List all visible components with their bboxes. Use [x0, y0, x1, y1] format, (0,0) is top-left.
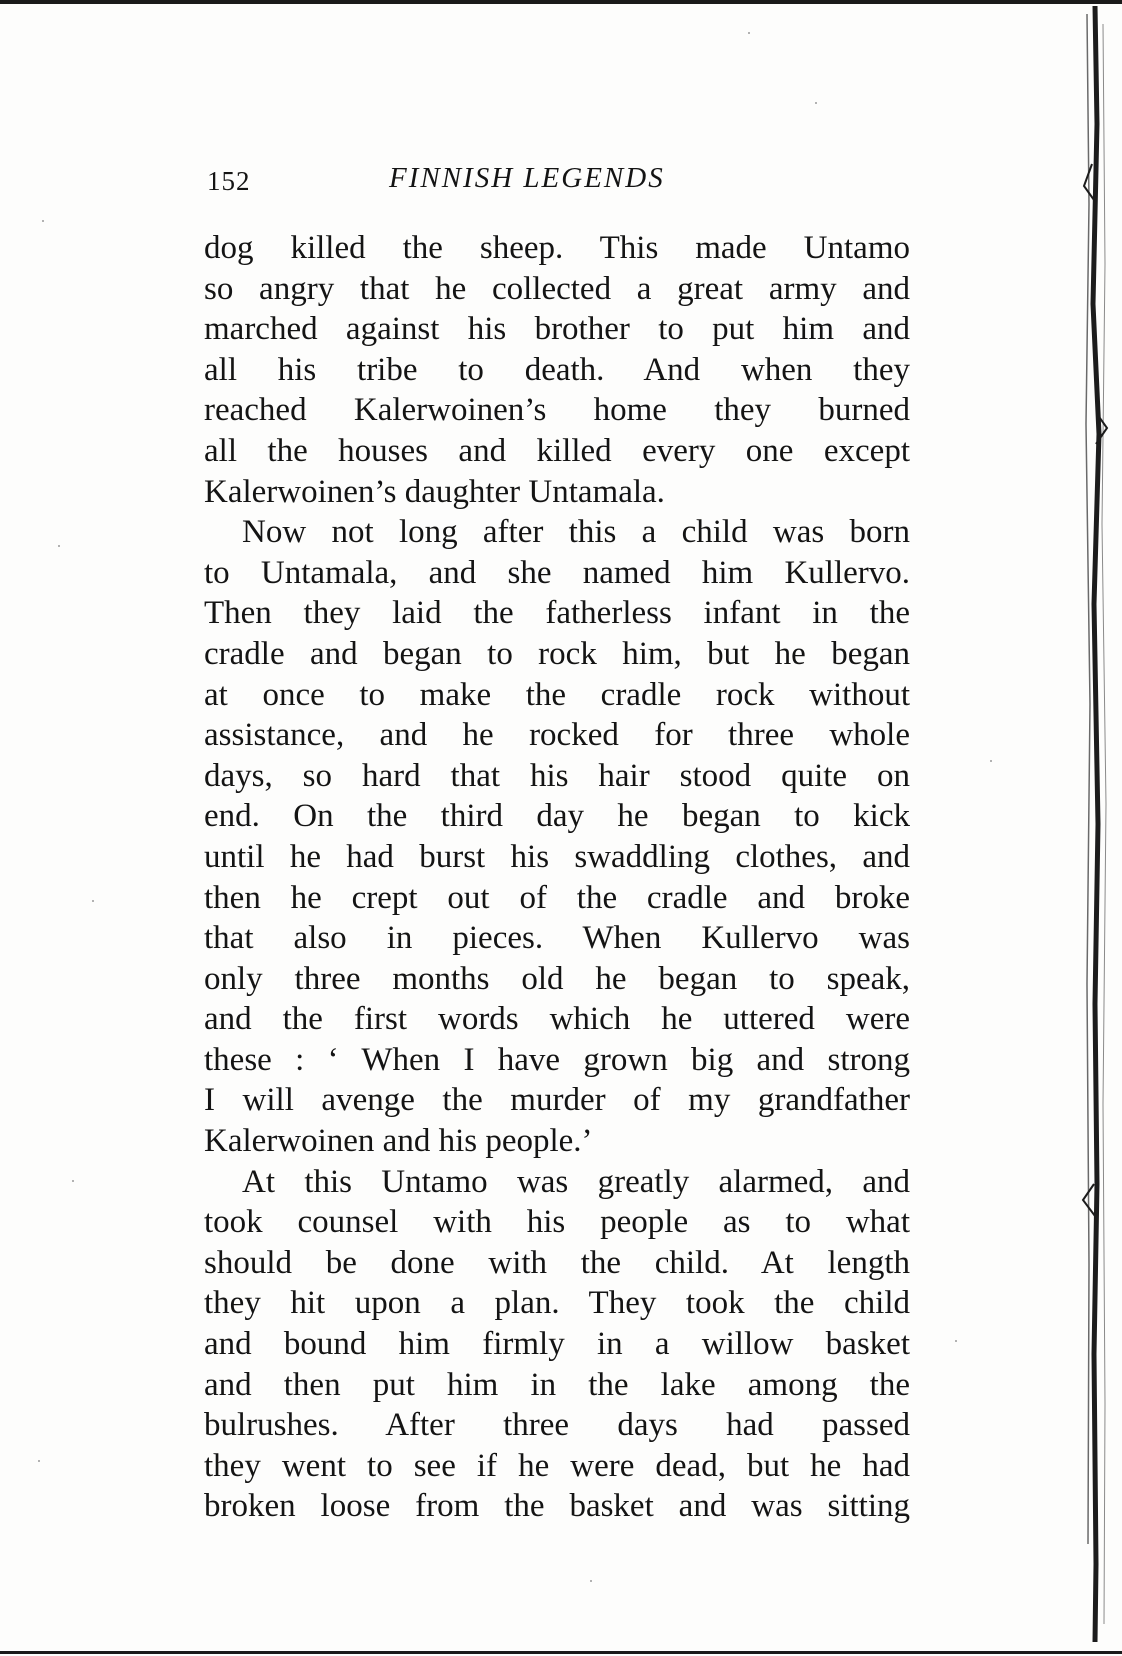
text-line: dog killed the sheep. This made Untamo [204, 230, 910, 266]
text-line: and bound him firmly in a willow basket [204, 1326, 910, 1363]
text-line: only three months old he began to speak, [204, 960, 910, 997]
text-line: they hit upon a plan. They took the child [204, 1285, 910, 1322]
paper-speck [955, 1340, 957, 1342]
text-line: I will avenge the murder of my grandfather [204, 1082, 910, 1119]
paper-speck [72, 1180, 74, 1182]
text-line: Kalerwoinen and his people.’ [204, 1123, 593, 1160]
paper-speck [990, 760, 992, 762]
paper-speck [42, 220, 44, 222]
text-line: marched against his brother to put him and [204, 311, 910, 348]
text-line: days, so hard that his hair stood quite on [204, 757, 910, 794]
text-line: reached Kalerwoinen’s home they burned [204, 392, 910, 429]
text-line: bulrushes. After three days had passed [204, 1407, 910, 1444]
text-line: these : ‘ When I have grown big and strong [204, 1041, 910, 1078]
text-line: they went to see if he were dead, but he had [204, 1447, 910, 1484]
paper-speck [92, 900, 94, 902]
text-line: that also in pieces. When Kullervo was [204, 920, 910, 957]
text-line: end. On the third day he began to kick [204, 798, 910, 835]
bottom-edge-rule [0, 1651, 1122, 1654]
running-title: FINNISH LEGENDS [389, 162, 665, 194]
text-line: should be done with the child. At length [204, 1244, 910, 1281]
text-line: broken loose from the basket and was sitting [204, 1488, 910, 1525]
page-number: 152 [207, 166, 251, 196]
paper-speck [590, 1580, 592, 1582]
top-edge-rule [0, 0, 1122, 4]
text-line: all the houses and killed every one except [204, 432, 910, 469]
text-line: and the first words which he uttered were [204, 1001, 910, 1038]
paper-speck [748, 32, 750, 34]
text-line: to Untamala, and she named him Kullervo. [204, 554, 910, 591]
text-line: assistance, and he rocked for three whole [204, 717, 910, 754]
paper-speck [58, 545, 60, 547]
text-line: all his tribe to death. And when they [204, 351, 910, 388]
binding-spine-edge [1075, 4, 1115, 1644]
page-header [207, 162, 907, 202]
paper-speck [38, 1460, 40, 1462]
text-line: and then put him in the lake among the [204, 1366, 910, 1403]
text-line: Kalerwoinen’s daughter Untamala. [204, 473, 665, 510]
text-line: At this Untamo was greatly alarmed, and [242, 1163, 910, 1200]
text-line: Then they laid the fatherless infant in the [204, 595, 910, 632]
text-line: until he had burst his swaddling clothes, and [204, 838, 910, 875]
text-line: took counsel with his people as to what [204, 1204, 910, 1241]
text-line: Now not long after this a child was born [242, 514, 910, 551]
text-line: cradle and began to rock him, but he began [204, 635, 910, 672]
text-line: so angry that he collected a great army and [204, 270, 910, 307]
text-line: at once to make the cradle rock without [204, 676, 910, 713]
body-text [204, 228, 910, 1527]
text-line: then he crept out of the cradle and broke [204, 879, 910, 916]
paper-speck [815, 102, 817, 104]
